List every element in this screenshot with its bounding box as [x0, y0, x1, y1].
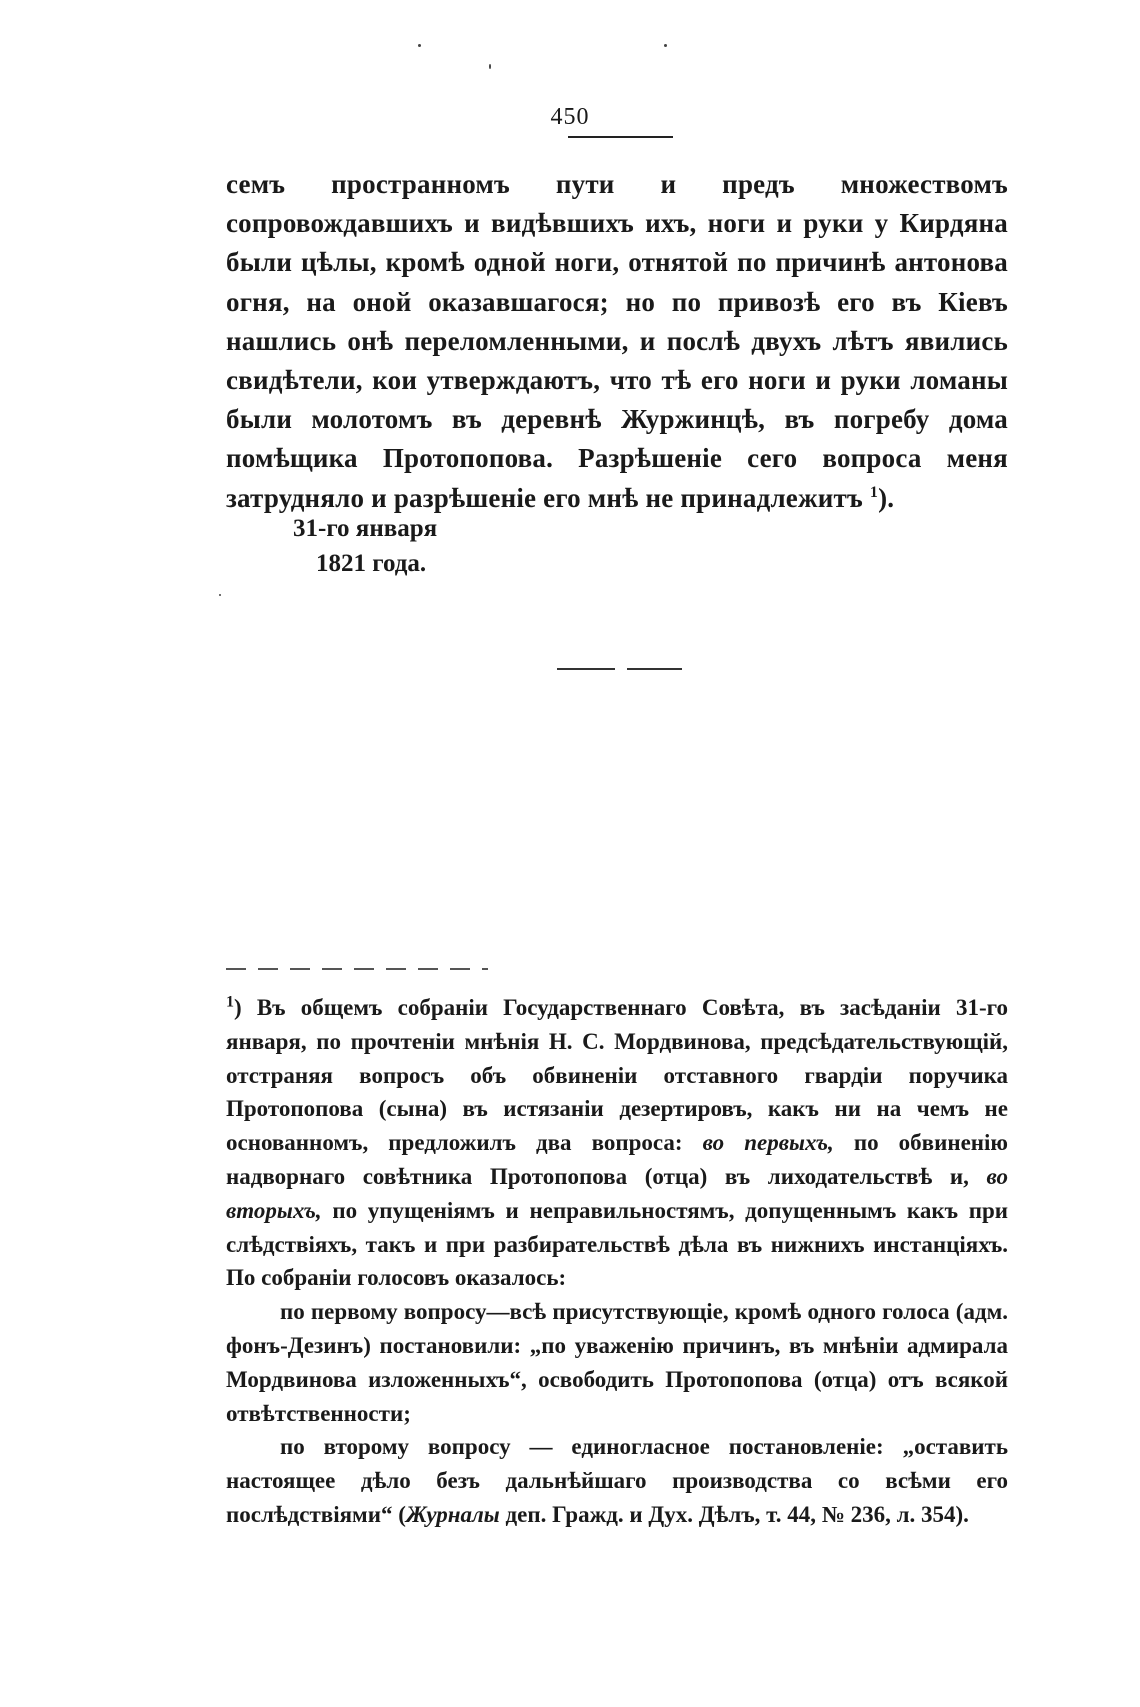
scan-speck [219, 594, 221, 596]
page-number: 450 [550, 104, 590, 130]
footnote-italic-journal: Журналы [405, 1501, 500, 1527]
section-divider [557, 668, 682, 670]
footnote-paragraph-1: $^1$) Въ общемъ собраніи Государственнаго Совѣта, въ засѣданіи 31-го января, по прочтеніи мнѣнія Н. С. Мордвинова, предсѣдательствующій, отстраняя вопросъ объ обвиненіи отставного гвардіи поручика Протопопова (сына) въ истязаніи дезертировъ, какъ ни на чемъ не основанномъ, предложилъ два вопроса: во первыхъ, по обвиненію надворнаго совѣтника Протопопова (отца) въ лиходательствѣ и, во вторыхъ, по упущеніямъ и неправильностямъ, допущеннымъ какъ при слѣдствіяхъ, такъ и при разбирательствѣ дѣла въ нижнихъ инстанціяхъ. По собраніи голосовъ оказалось: [226, 993, 1008, 1291]
main-paragraph [226, 165, 1008, 518]
main-paragraph-text: семъ пространномъ пути и предъ множествомъ сопровождавшихъ и видѣвшихъ ихъ, ноги и руки у Кирдяна были цѣлы, кромѣ одной ноги, отнятой по причинѣ антонова огня, на оной оказавшагося; но по привозѣ его въ Кіевъ нашлись онѣ переломленными, и послѣ двухъ лѣтъ явились свидѣтели, кои утверждаютъ, что тѣ его ноги и руки ломаны были молотомъ въ деревнѣ Журжинцѣ, въ погребу дома помѣщика Протопопова. Разрѣшеніе сего вопроса меня затрудняло и разрѣшеніе его мнѣ не принадлежитъ [226, 169, 1008, 513]
footnotes [226, 991, 1008, 1532]
footnote-paragraph-2: по первому вопросу—всѣ присутствующіе, кромѣ одного голоса (адм. фонъ-Дезинъ) постановили: „по уваженію причинъ, въ мнѣніи адмирала Мордвинова изложенныхъ“, освободить Протопопова (отца) отъ всякой отвѣтственности; [226, 1299, 1008, 1426]
page-number-rule [568, 136, 673, 138]
footnote-italic-first: во первыхъ, [702, 1130, 834, 1156]
footnote-marker: 1 [226, 993, 234, 1011]
footnote-reference[interactable]: 1 [869, 483, 879, 501]
scan-speck [664, 44, 667, 47]
footnote-italic-second: во вторыхъ, [226, 1163, 1008, 1223]
document-page: 450 семъ пространномъ пути и предъ множествомъ сопровождавшихъ и видѣвшихъ ихъ, ноги и руки у Кирдяна были цѣлы, кромѣ одной ноги, отнятой по причинѣ антонова огня, на оной оказавшагося; но по привозѣ его въ Кіевъ нашлись онѣ переломленными, и послѣ двухъ лѣтъ явились свидѣтели, кои утверждаютъ, что тѣ его ноги и руки ломаны были молотомъ въ деревнѣ Журжинцѣ, въ погребу дома помѣщика Протопопова. Разрѣшеніе сего вопроса меня затрудняло и разрѣшеніе его мнѣ не принадлежитъ $^1$). 31-го января 1821 года. $^1$) Въ общемъ собраніи Государственнаго Совѣта, въ засѣданіи 31-го января, по прочтеніи мнѣнія Н. С. Мордвинова, предсѣдательствующій, отстраняя вопросъ объ обвиненіи отставного гвардіи поручика Протопопова (сына) въ истязаніи дезертировъ, какъ ни на чемъ не основанномъ, предложилъ два вопроса: во первыхъ, по обвиненію надворнаго совѣтника Протопопова (отца) въ лиходательствѣ и, во вторыхъ, по упущеніямъ и неправильностямъ, допущеннымъ какъ при слѣдствіяхъ, такъ и при разбирательствѣ дѣла въ нижнихъ инстанціяхъ. По собраніи голосовъ оказалось: по первому вопросу—всѣ присутствующіе, кромѣ одного голоса (адм. фонъ-Дезинъ) постановили: „по уваженію причинъ, въ мнѣніи адмирала Мордвинова изложенныхъ“, освободить Протопопова (отца) отъ всякой отвѣтственности; по второму вопросу — единогласное постановленіе: „оставить настоящее дѣло безъ дальнѣйшаго производства со всѣми его послѣдствіями“ (Журналы деп. Гражд. и Дух. Дѣлъ, т. 44, № 236, л. 354). [0, 0, 1140, 1707]
footnote-rule [226, 968, 488, 970]
scan-speck [418, 44, 421, 47]
main-paragraph-end: ). [878, 482, 895, 513]
footnote-paragraph-3: по второму вопросу — единогласное постановленіе: „оставить настоящее дѣло безъ дальнѣйшаго производства со всѣми его послѣдствіями“ (Журналы деп. Гражд. и Дух. Дѣлъ, т. 44, № 236, л. 354). [226, 1434, 1008, 1527]
scan-speck [489, 64, 491, 69]
